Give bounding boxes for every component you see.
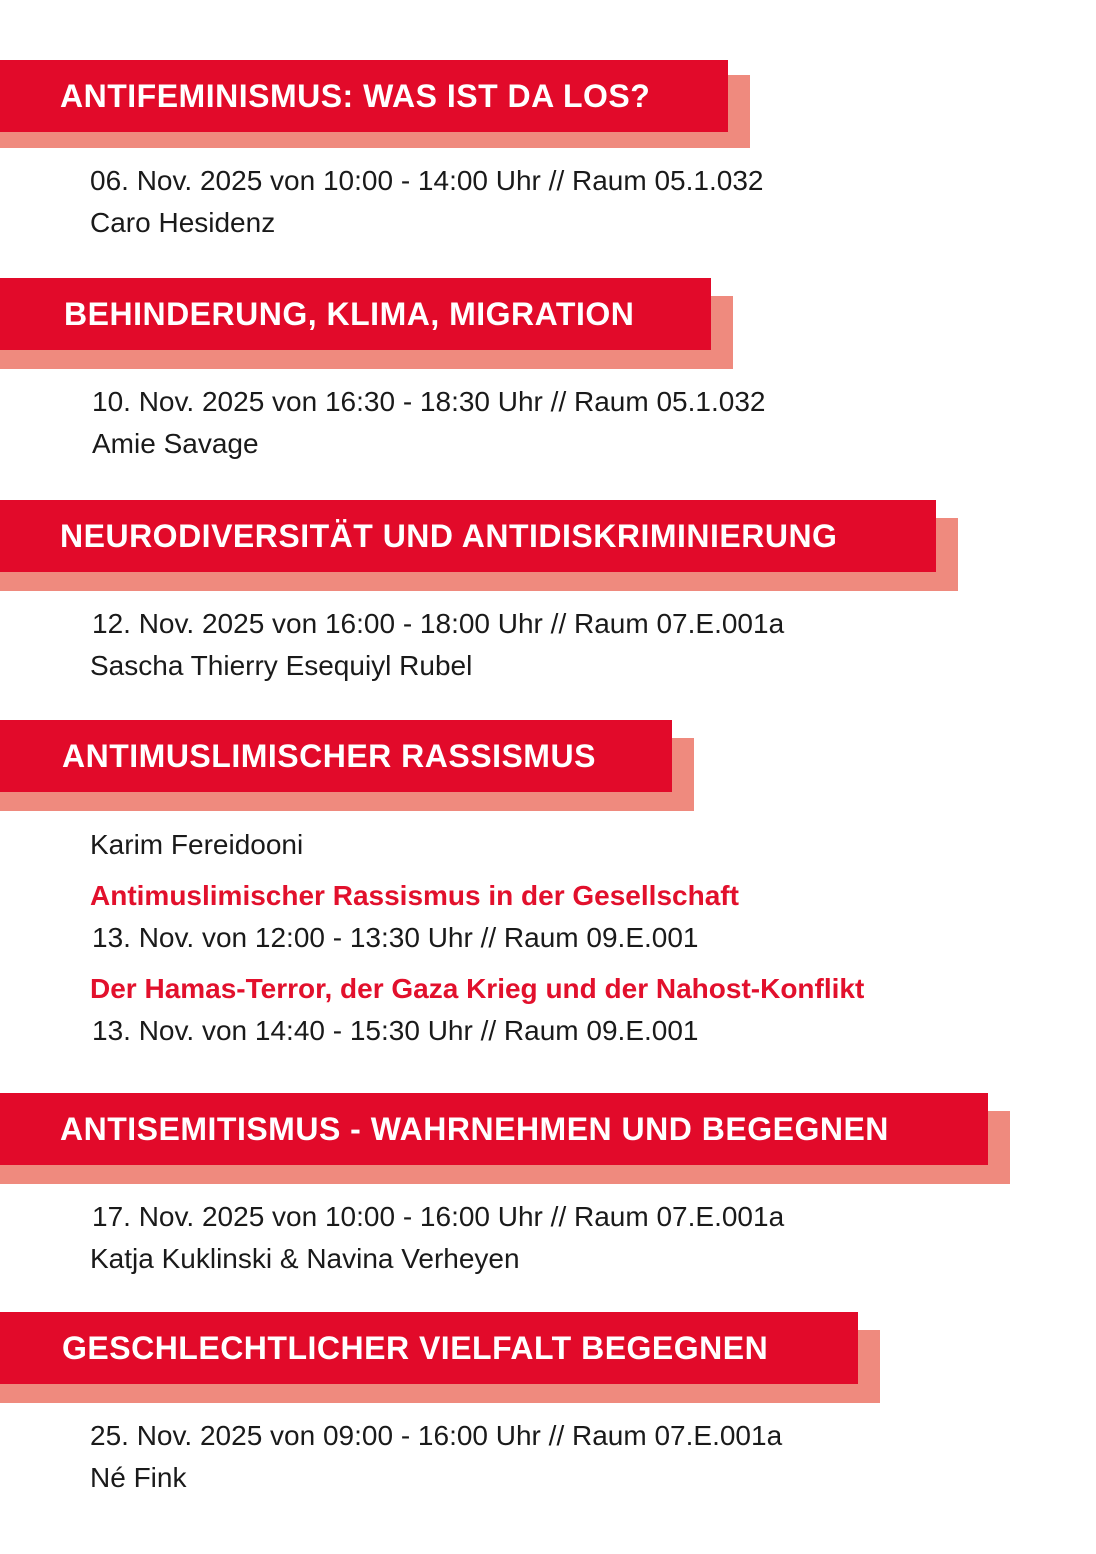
session-subtitle: Der Hamas-Terror, der Gaza Krieg und der Nahost-Konflikt [90,973,865,1004]
event-title: BEHINDERUNG, KLIMA, MIGRATION [0,278,711,350]
event-date: 06. Nov. 2025 von 10:00 - 14:00 Uhr // Raum 05.1.032 [90,165,764,196]
event-speaker: Né Fink [90,1462,187,1493]
event-speaker: Katja Kuklinski & Navina Verheyen [90,1243,520,1274]
session-subtitle: Antimuslimischer Rassismus in der Gesellschaft [90,880,739,911]
event-title: NEURODIVERSITÄT UND ANTIDISKRIMINIERUNG [0,500,936,572]
event-title: ANTIMUSLIMISCHER RASSISMUS [0,720,672,792]
event-speaker: Caro Hesidenz [90,207,276,238]
event-speaker: Sascha Thierry Esequiyl Rubel [90,650,473,681]
event-title: ANTIFEMINISMUS: WAS IST DA LOS? [0,60,728,132]
event-date: 12. Nov. 2025 von 16:00 - 18:00 Uhr // Raum 07.E.001a [92,608,785,639]
event-speaker: Karim Fereidooni [90,829,304,860]
event-date: 17. Nov. 2025 von 10:00 - 16:00 Uhr // Raum 07.E.001a [92,1201,785,1232]
session-date: 13. Nov. von 14:40 - 15:30 Uhr // Raum 09.E.001 [92,1015,699,1046]
event-speaker: Amie Savage [92,428,259,459]
event-title: GESCHLECHTLICHER VIELFALT BEGEGNEN [0,1312,858,1384]
event-date: 25. Nov. 2025 von 09:00 - 16:00 Uhr // Raum 07.E.001a [90,1420,783,1451]
event-title: ANTISEMITISMUS - WAHRNEHMEN UND BEGEGNEN [0,1093,988,1165]
event-date: 10. Nov. 2025 von 16:30 - 18:30 Uhr // Raum 05.1.032 [92,386,766,417]
session-date: 13. Nov. von 12:00 - 13:30 Uhr // Raum 09.E.001 [92,922,699,953]
